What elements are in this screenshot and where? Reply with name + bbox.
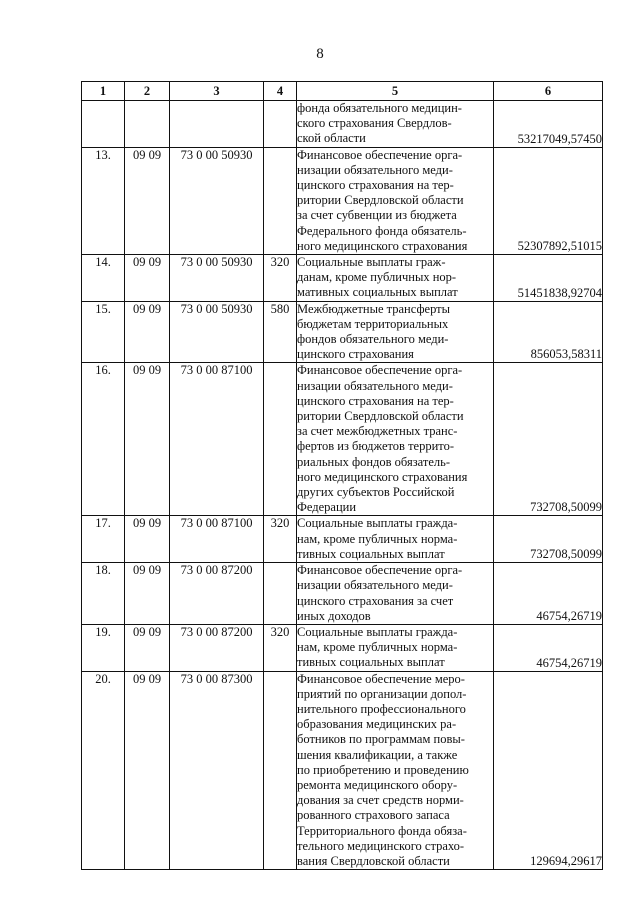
row-number: 17. (82, 516, 125, 563)
row-amount: 52307892,51015 (494, 147, 603, 254)
column-header: 4 (264, 82, 297, 101)
section-code: 09 09 (125, 671, 170, 870)
page-number: 8 (316, 46, 324, 62)
row-description: Межбюджетные трансферты бюджетам территориальных фондов обязательного меди- цинского страхования (297, 301, 494, 363)
target-article-code: 73 0 00 87100 (170, 363, 264, 516)
table-body (82, 101, 603, 870)
expense-type-code (264, 101, 297, 148)
section-code: 09 09 (125, 563, 170, 625)
target-article-code: 73 0 00 87100 (170, 516, 264, 563)
expense-type-code (264, 671, 297, 870)
row-number: 16. (82, 363, 125, 516)
section-code: 09 09 (125, 255, 170, 302)
column-header: 2 (125, 82, 170, 101)
expense-type-code: 580 (264, 301, 297, 363)
table-row (82, 255, 603, 302)
table-row (82, 516, 603, 563)
row-number: 18. (82, 563, 125, 625)
section-code: 09 09 (125, 516, 170, 563)
table-row (82, 147, 603, 254)
section-code (125, 101, 170, 148)
expense-type-code (264, 563, 297, 625)
target-article-code: 73 0 00 50930 (170, 255, 264, 302)
section-code: 09 09 (125, 147, 170, 254)
budget-table (81, 81, 603, 870)
expense-type-code: 320 (264, 255, 297, 302)
row-number: 20. (82, 671, 125, 870)
row-amount: 129694,29617 (494, 671, 603, 870)
table-row (82, 563, 603, 625)
target-article-code: 73 0 00 50930 (170, 301, 264, 363)
row-amount: 856053,58311 (494, 301, 603, 363)
row-amount: 732708,50099 (494, 516, 603, 563)
row-description: Финансовое обеспечение меро- приятий по организации допол- нительного профессионального образования медицинских ра- ботников по программам повы- шения квалификации, а также по приобретению и проведению ремонта медицинского обору- дования за счет средств норми- рованного страхового запаса Территориального фонда обяза- тельного медицинского страхо- вания Свердловской области (297, 671, 494, 870)
row-number (82, 101, 125, 148)
table-row (82, 363, 603, 516)
row-number: 14. (82, 255, 125, 302)
target-article-code: 73 0 00 87200 (170, 563, 264, 625)
expense-type-code (264, 147, 297, 254)
expense-type-code: 320 (264, 624, 297, 671)
target-article-code: 73 0 00 87200 (170, 624, 264, 671)
row-description: Финансовое обеспечение орга- низации обязательного меди- цинского страхования на тер- ритории Свердловской области за счет субвенции из бюджета Федерального фонда обязатель- ного медицинского страхования (297, 147, 494, 254)
row-amount: 51451838,92704 (494, 255, 603, 302)
column-header: 5 (297, 82, 494, 101)
expense-type-code: 320 (264, 516, 297, 563)
column-header: 1 (82, 82, 125, 101)
expense-type-code (264, 363, 297, 516)
section-code: 09 09 (125, 363, 170, 516)
table-row (82, 301, 603, 363)
table-row (82, 101, 603, 148)
row-description: Финансовое обеспечение орга- низации обязательного меди- цинского страхования за счет иных доходов (297, 563, 494, 625)
row-number: 15. (82, 301, 125, 363)
row-number: 13. (82, 147, 125, 254)
row-description: Социальные выплаты граж- данам, кроме публичных нор- мативных социальных выплат (297, 255, 494, 302)
row-amount: 46754,26719 (494, 624, 603, 671)
row-description: Социальные выплаты гражда- нам, кроме публичных норма- тивных социальных выплат (297, 516, 494, 563)
target-article-code: 73 0 00 50930 (170, 147, 264, 254)
section-code: 09 09 (125, 624, 170, 671)
column-header: 3 (170, 82, 264, 101)
row-number: 19. (82, 624, 125, 671)
row-description: фонда обязательного медицин- ского страхования Свердлов- ской области (297, 101, 494, 148)
row-amount: 732708,50099 (494, 363, 603, 516)
table-row (82, 671, 603, 870)
table-header-row (82, 82, 603, 101)
column-header: 6 (494, 82, 603, 101)
row-amount: 46754,26719 (494, 563, 603, 625)
row-description: Социальные выплаты гражда- нам, кроме публичных норма- тивных социальных выплат (297, 624, 494, 671)
section-code: 09 09 (125, 301, 170, 363)
target-article-code: 73 0 00 87300 (170, 671, 264, 870)
table-row (82, 624, 603, 671)
row-amount: 53217049,57450 (494, 101, 603, 148)
target-article-code (170, 101, 264, 148)
row-description: Финансовое обеспечение орга- низации обязательного меди- цинского страхования на тер- ритории Свердловской области за счет межбюджетных транс- фертов из бюджетов террито- риальных фондов обязатель- ного медицинского страхования других субъектов Российской Федерации (297, 363, 494, 516)
